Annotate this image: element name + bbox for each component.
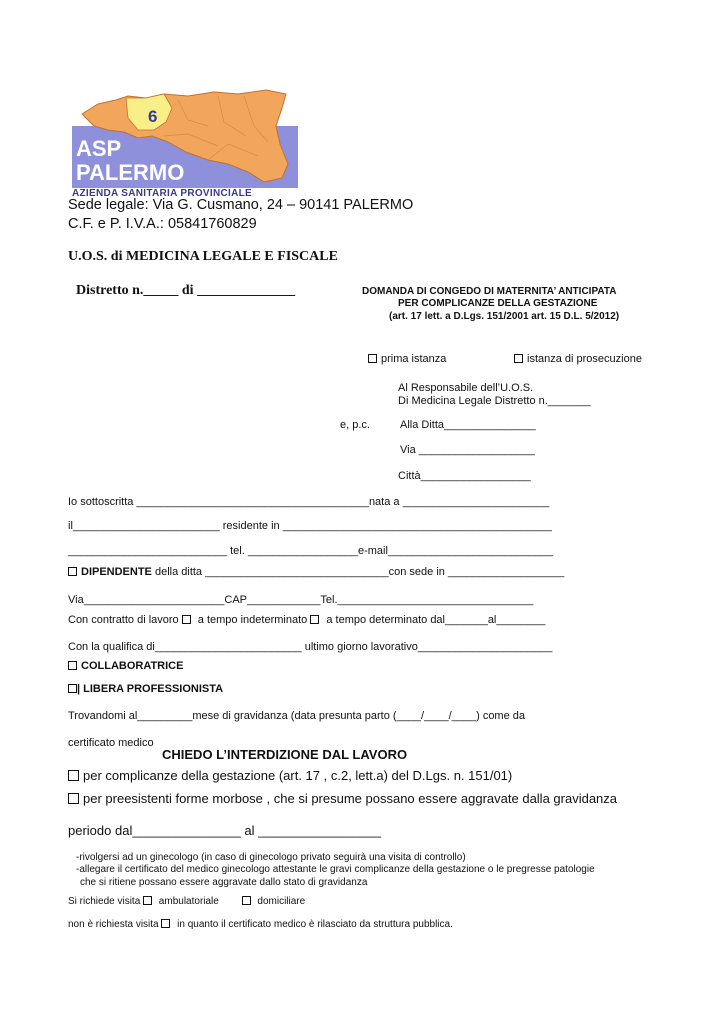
checkbox-icon[interactable] (68, 661, 77, 670)
logo-palermo-text: PALERMO (76, 160, 185, 185)
checkbox-icon[interactable] (68, 684, 77, 693)
form-title-line1: DOMANDA DI CONGEDO DI MATERNITA’ ANTICIPATA (362, 286, 617, 297)
ditta-citta-field[interactable]: Città__________________ (398, 470, 531, 482)
checkbox-icon[interactable] (514, 354, 523, 363)
note-line2: -allegare il certificato del medico ginecologo attestante le gravi complicanze della gestazione o le pregresse patologie (76, 864, 595, 875)
asp-palermo-logo (68, 86, 300, 200)
option-preesistenti[interactable]: per preesistenti forme morbose , che si presume possano essere aggravate dalla gravidanza (68, 791, 617, 806)
checkbox-icon[interactable] (368, 354, 377, 363)
checkbox-icon[interactable] (68, 793, 79, 804)
periodo-field[interactable]: periodo dal_______________ al _________________ (68, 823, 382, 838)
certificato-label: certificato medico (68, 737, 154, 749)
distretto-field[interactable]: Distretto n._____ di ______________ (76, 283, 296, 298)
checkbox-icon[interactable] (182, 615, 191, 624)
qualifica-field[interactable]: Con la qualifica di________________________ ultimo giorno lavorativo______________________ (68, 641, 553, 653)
checkbox-icon[interactable] (310, 615, 319, 624)
chiedo-heading: CHIEDO L’INTERDIZIONE DAL LAVORO (162, 747, 408, 762)
non-richiesta-row[interactable]: non è richiesta visita in quanto il certificato medico è rilasciato da struttura pubblica. (68, 919, 453, 930)
tel-email-field[interactable]: __________________________ tel. __________________e-mail___________________________ (68, 545, 554, 557)
checkbox-icon[interactable] (242, 896, 251, 905)
logo-number: 6 (148, 107, 158, 126)
prosecuzione-option[interactable]: istanza di prosecuzione (514, 353, 642, 365)
ditta-via-field[interactable]: Via ___________________ (400, 444, 535, 456)
form-title-line2: PER COMPLICANZE DELLA GESTAZIONE (398, 298, 598, 309)
note-line1: -rivolgersi ad un ginecologo (in caso di ginecologo privato seguirà una visita di controllo) (76, 852, 466, 863)
uos-title: U.O.S. di MEDICINA LEGALE E FISCALE (68, 249, 338, 264)
sottoscritta-field[interactable]: Io sottoscritta ______________________________________nata a ________________________ (68, 496, 550, 508)
recipient-line2[interactable]: Di Medicina Legale Distretto n._______ (398, 395, 591, 407)
logo-asp-text: ASP (76, 136, 122, 161)
collaboratrice-option[interactable]: COLLABORATRICE (68, 660, 183, 672)
prima-istanza-option[interactable]: prima istanza (368, 353, 446, 365)
logo-subtitle: AZIENDA SANITARIA PROVINCIALE (72, 188, 252, 199)
checkbox-icon[interactable] (68, 770, 79, 781)
sede-legale: Sede legale: Via G. Cusmano, 24 – 90141 PALERMO (68, 197, 414, 213)
ditta-field[interactable]: Alla Ditta_______________ (400, 419, 536, 431)
dipendente-row[interactable]: DIPENDENTE della ditta ______________________________con sede in ___________________ (68, 566, 564, 578)
note-line3: che si ritiene possano essere aggravate dallo stato di gravidanza (80, 877, 368, 888)
trovandomi-field[interactable]: Trovandomi al_________mese di gravidanza (data presunta parto (____/____/____) come da (68, 710, 526, 722)
via-cap-tel-field[interactable]: Via_______________________CAP____________Tel.________________________________ (68, 594, 534, 606)
contratto-row[interactable]: Con contratto di lavoro a tempo indeterminato a tempo determinato dal_______al________ (68, 614, 546, 626)
recipient-line1: Al Responsabile dell’U.O.S. (398, 382, 534, 394)
epc-label: e, p.c. (340, 419, 370, 431)
checkbox-icon[interactable] (68, 567, 77, 576)
residente-field[interactable]: il________________________ residente in ____________________________________________ (68, 520, 552, 532)
codice-fiscale: C.F. e P. I.V.A.: 05841760829 (68, 216, 257, 232)
libera-professionista-option[interactable]: | LIBERA PROFESSIONISTA (68, 683, 223, 695)
option-complicanze[interactable]: per complicanze della gestazione (art. 17 , c.2, lett.a) del D.Lgs. n. 151/01) (68, 768, 512, 783)
checkbox-icon[interactable] (143, 896, 152, 905)
form-title-line3: (art. 17 lett. a D.Lgs. 151/2001 art. 15 D.L. 5/2012) (389, 311, 620, 322)
visita-row[interactable]: Si richiede visita ambulatoriale domiciliare (68, 896, 306, 907)
checkbox-icon[interactable] (161, 919, 170, 928)
